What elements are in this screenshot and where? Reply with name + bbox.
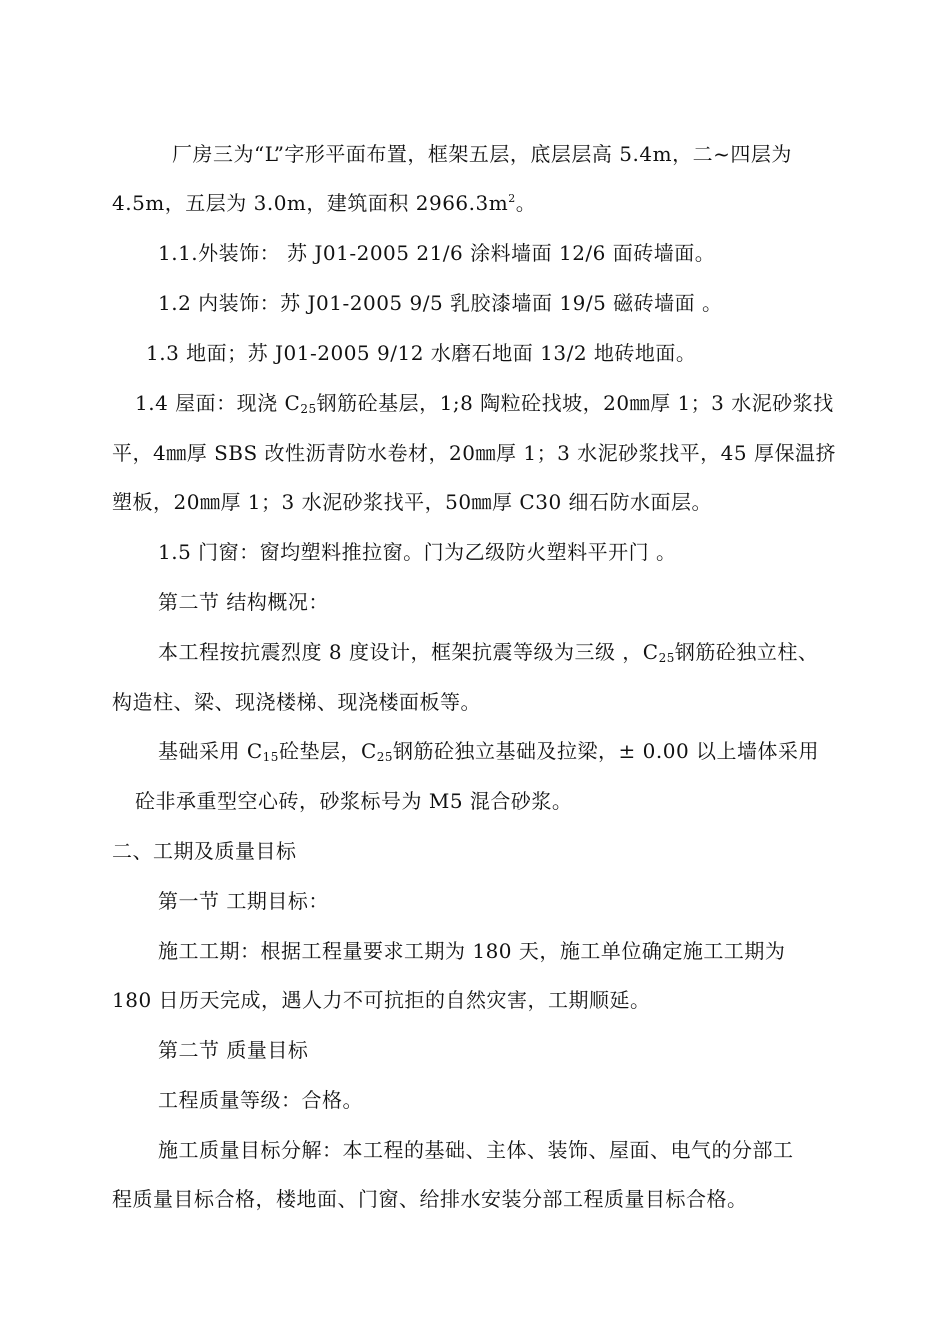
paragraph-roof-line2: 平，4㎜厚 SBS 改性沥青防水卷材，20㎜厚 1；3 水泥砂浆找平，45 厚保温挤 bbox=[112, 441, 836, 465]
paragraph-quality-grade: 工程质量等级：合格。 bbox=[158, 1088, 363, 1112]
section-heading-schedule: 第一节 工期目标： bbox=[158, 889, 329, 913]
paragraph-foundation-line1: 基础采用 $C_{15}$砼垫层，$C_{25}$钢筋砼独立基础及拉梁，± 0.00 以上墙体采用 bbox=[158, 739, 820, 764]
paragraph-doors-windows: 1.5 门窗：窗均塑料推拉窗。门为乙级防火塑料平开门 。 bbox=[158, 540, 677, 564]
paragraph-foundation-line2: 砼非承重型空心砖，砂浆标号为 M5 混合砂浆。 bbox=[135, 789, 573, 813]
paragraph-floor: 1.3 地面；苏 J01-2005 9/12 水磨石地面 13/2 地砖地面。 bbox=[146, 341, 697, 365]
section-heading-quality: 第二节 质量目标 bbox=[158, 1038, 309, 1062]
paragraph-overview-line2: 4.5m，五层为 3.0m，建筑面积 $2966.3m^2$。 bbox=[112, 191, 537, 215]
paragraph-schedule-line2: 180 日历天完成，遇人力不可抗拒的自然灾害，工期顺延。 bbox=[112, 988, 651, 1012]
paragraph-quality-breakdown-line2: 程质量目标合格，楼地面、门窗、给排水安装分部工程质量目标合格。 bbox=[112, 1187, 748, 1211]
chapter-heading-schedule-quality: 二、工期及质量目标 bbox=[112, 839, 297, 863]
paragraph-interior-finish: 1.2 内装饰：苏 J01-2005 9/5 乳胶漆墙面 19/5 磁砖墙面 。 bbox=[158, 291, 723, 315]
paragraph-overview-line1: 厂房三为“L”字形平面布置，框架五层，底层层高 5.4m，二~四层为 bbox=[172, 142, 792, 166]
paragraph-roof-line3: 塑板，20㎜厚 1；3 水泥砂浆找平，50㎜厚 C30 细石防水面层。 bbox=[112, 490, 713, 514]
section-heading-structure: 第二节 结构概况： bbox=[158, 590, 329, 614]
paragraph-schedule-line1: 施工工期：根据工程量要求工期为 180 天，施工单位确定施工工期为 bbox=[158, 939, 786, 963]
paragraph-roof-line1: 1.4 屋面：现浇 $C_{25}$钢筋砼基层，1;8 陶粒砼找坡，20㎜厚 1；3 水泥砂浆找 bbox=[135, 391, 834, 416]
paragraph-quality-breakdown-line1: 施工质量目标分解：本工程的基础、主体、装饰、屋面、电气的分部工 bbox=[158, 1138, 794, 1162]
paragraph-structure-line1: 本工程按抗震烈度 8 度设计，框架抗震等级为三级 ，$C_{25}$钢筋砼独立柱、 bbox=[158, 640, 819, 665]
paragraph-exterior-finish: 1.1.外装饰： 苏 J01-2005 21/6 涂料墙面 12/6 面砖墙面。 bbox=[158, 241, 716, 265]
paragraph-structure-line2: 构造柱、梁、现浇楼梯、现浇楼面板等。 bbox=[112, 690, 481, 714]
